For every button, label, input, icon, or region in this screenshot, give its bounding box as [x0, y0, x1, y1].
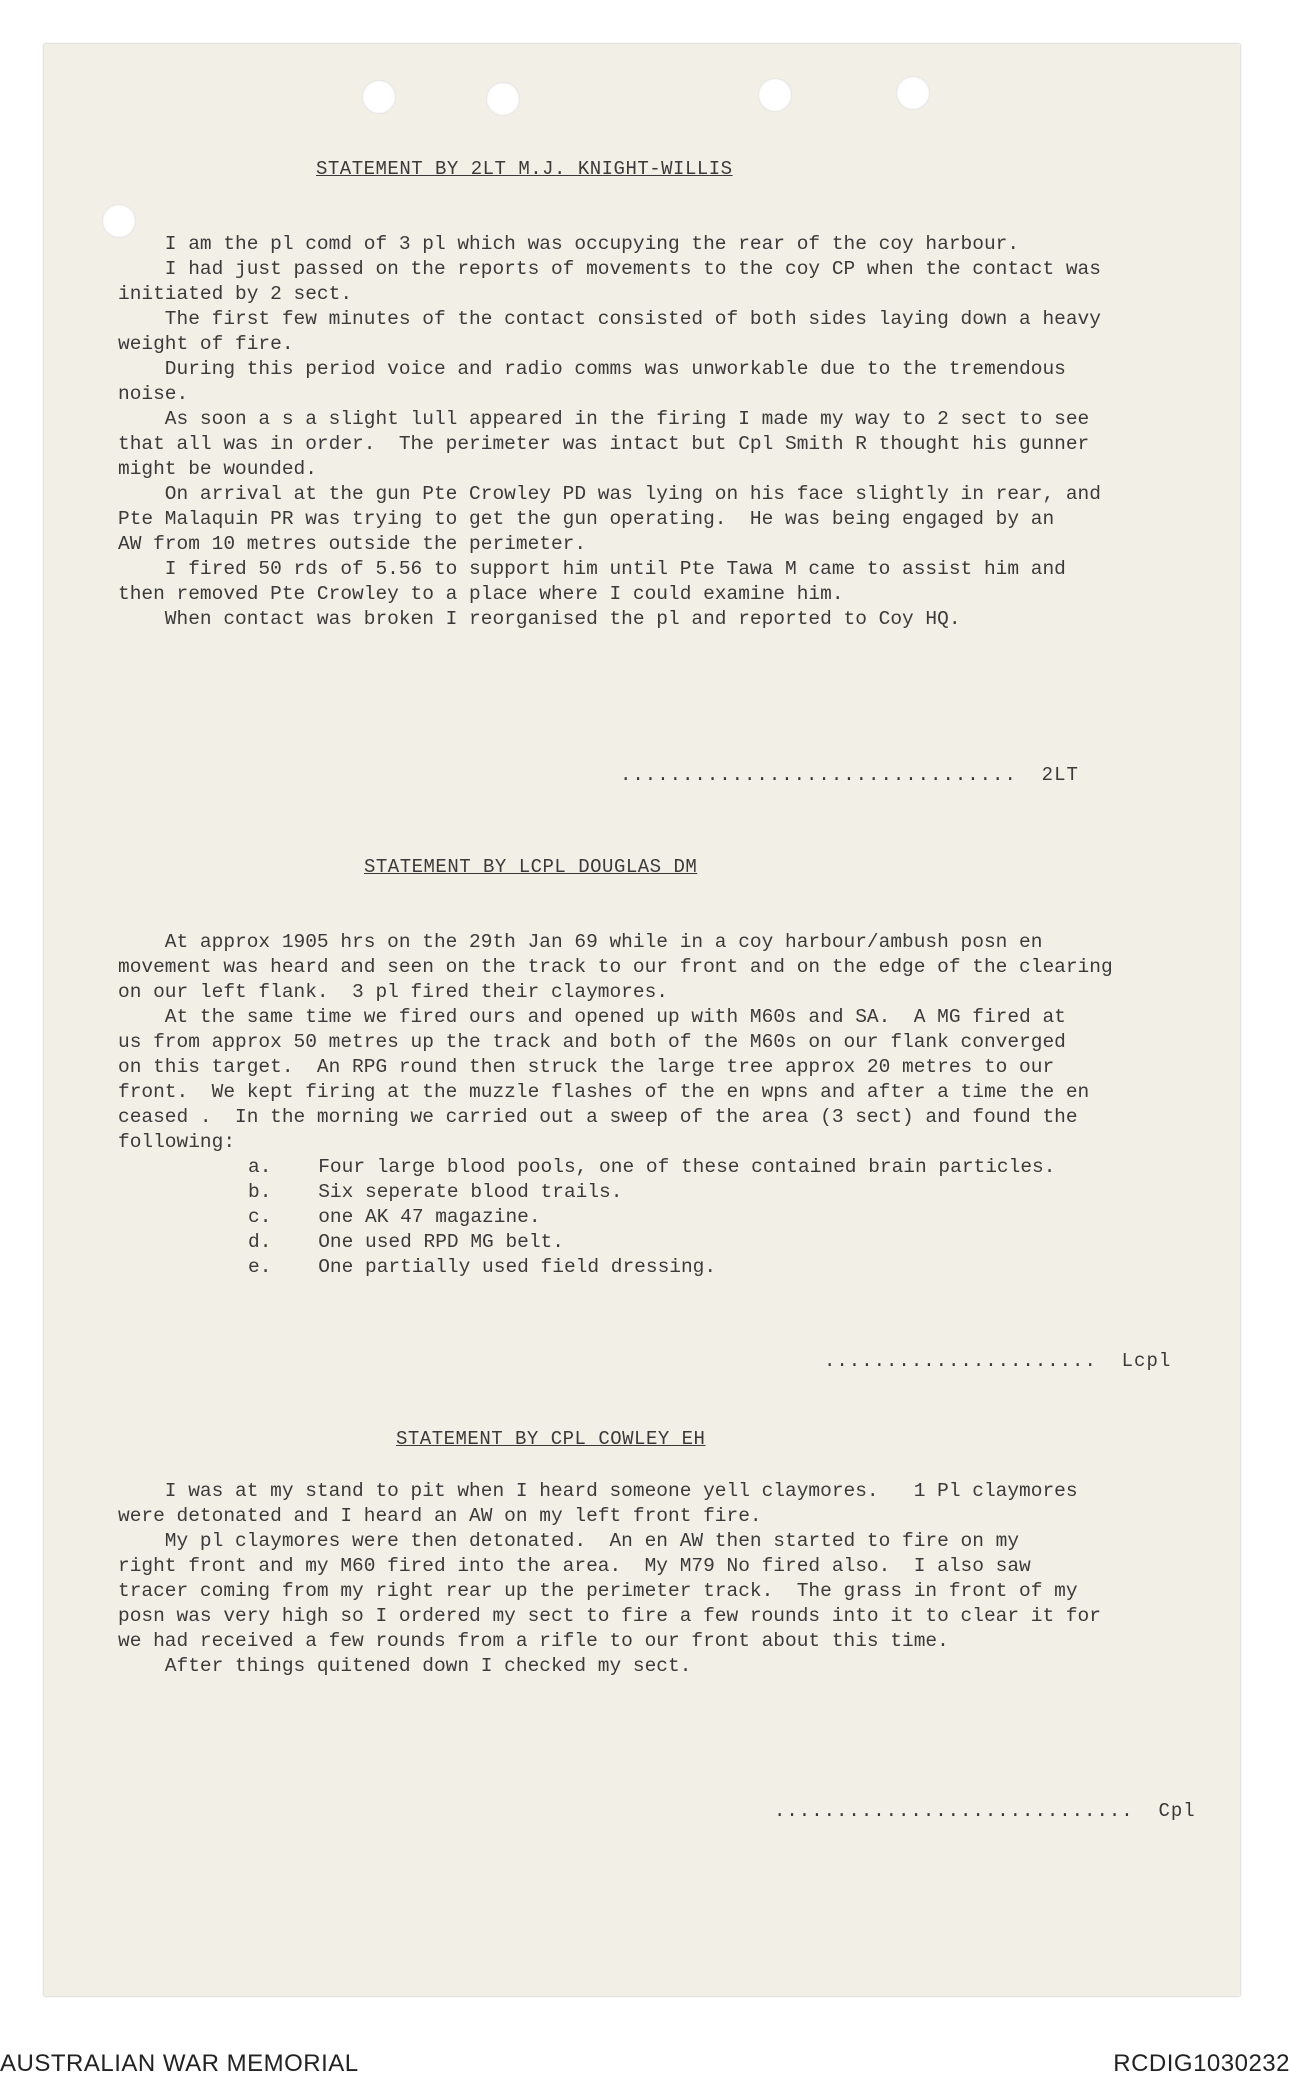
document-page [44, 44, 1240, 1996]
statement-2-list-item: e. One partially used field dressing. [248, 1256, 717, 1278]
statement-1-heading: STATEMENT BY 2LT M.J. KNIGHT-WILLIS [316, 158, 733, 180]
punch-hole [486, 82, 520, 116]
punch-hole [362, 80, 396, 114]
statement-3-signature-line: ............................. Cpl [774, 1800, 1196, 1822]
statement-1-paragraph: On arrival at the gun Pte Crowley PD was lying on his face slightly in rear, and Pte Malaquin PR was trying to get the gun operating. He was being engaged by an AW from 10 metres outside the perimeter. [118, 483, 1101, 555]
statement-1-paragraph: As soon a s a slight lull appeared in the firing I made my way to 2 sect to see that all was in order. The perimeter was intact but Cpl Smith R thought his gunner might be wounded. [118, 408, 1090, 480]
statement-2-list-item: b. Six seperate blood trails. [248, 1181, 623, 1203]
statement-2-list-item: d. One used RPD MG belt. [248, 1231, 564, 1253]
statement-1-paragraph: I had just passed on the reports of movements to the coy CP when the contact was initiated by 2 sect. [118, 258, 1101, 305]
statement-1-paragraph: I fired 50 rds of 5.56 to support him until Pte Tawa M came to assist him and then removed Pte Crowley to a place where I could examine him. [118, 558, 1066, 605]
statement-2-paragraph: At approx 1905 hrs on the 29th Jan 69 while in a coy harbour/ambush posn en movement was heard and seen on the track to our front and on the edge of the clearing on our left flank. 3 pl fired their claymores. [118, 931, 1113, 1003]
statement-2-paragraph: At the same time we fired ours and opened up with M60s and SA. A MG fired at us from approx 50 metres up the track and both of the M60s on our flank converged on this target. An RPG round then struck the large tree approx 20 metres to our front. We kept firing at the muzzle flashes of the en wpns and after a time the en ceased . In the morning we carried out a sweep of the area (3 sect) and found the following: [118, 1006, 1090, 1153]
statement-3-paragraph: After things quitened down I checked my sect. [118, 1655, 692, 1677]
statement-3-paragraph: I was at my stand to pit when I heard someone yell claymores. 1 Pl claymores were detonated and I heard an AW on my left front fire. [118, 1480, 1078, 1527]
punch-hole [758, 78, 792, 112]
statement-2-list-item: c. one AK 47 magazine. [248, 1206, 541, 1228]
statement-1-paragraph: During this period voice and radio comms was unworkable due to the tremendous noise. [118, 358, 1066, 405]
statement-1-paragraph: The first few minutes of the contact consisted of both sides laying down a heavy weight of fire. [118, 308, 1101, 355]
statement-3-heading: STATEMENT BY CPL COWLEY EH [396, 1428, 706, 1450]
footer-record-id: RCDIG1030232 [1113, 2050, 1290, 2077]
statement-2-heading: STATEMENT BY LCPL DOUGLAS DM [364, 856, 698, 878]
statement-2-list-item: a. Four large blood pools, one of these contained brain particles. [248, 1156, 1056, 1178]
punch-hole [896, 76, 930, 110]
statement-1-paragraph: I am the pl comd of 3 pl which was occupying the rear of the coy harbour. [118, 233, 1020, 255]
statement-1-paragraph: When contact was broken I reorganised the pl and reported to Coy HQ. [118, 608, 961, 630]
statement-2-signature-line: ...................... Lcpl [824, 1350, 1172, 1372]
statement-1-signature-line: ................................ 2LT [620, 764, 1079, 786]
footer-archive-name: AUSTRALIAN WAR MEMORIAL [0, 2050, 359, 2077]
statement-3-paragraph: My pl claymores were then detonated. An en AW then started to fire on my right front and my M60 fired into the area. My M79 No fired also. I also saw tracer coming from my right rear up the perimeter track. The grass in front of my posn was very high so I ordered my sect to fire a few rounds into it to clear it for we had received a few rounds from a rifle to our front about this time. [118, 1530, 1101, 1652]
